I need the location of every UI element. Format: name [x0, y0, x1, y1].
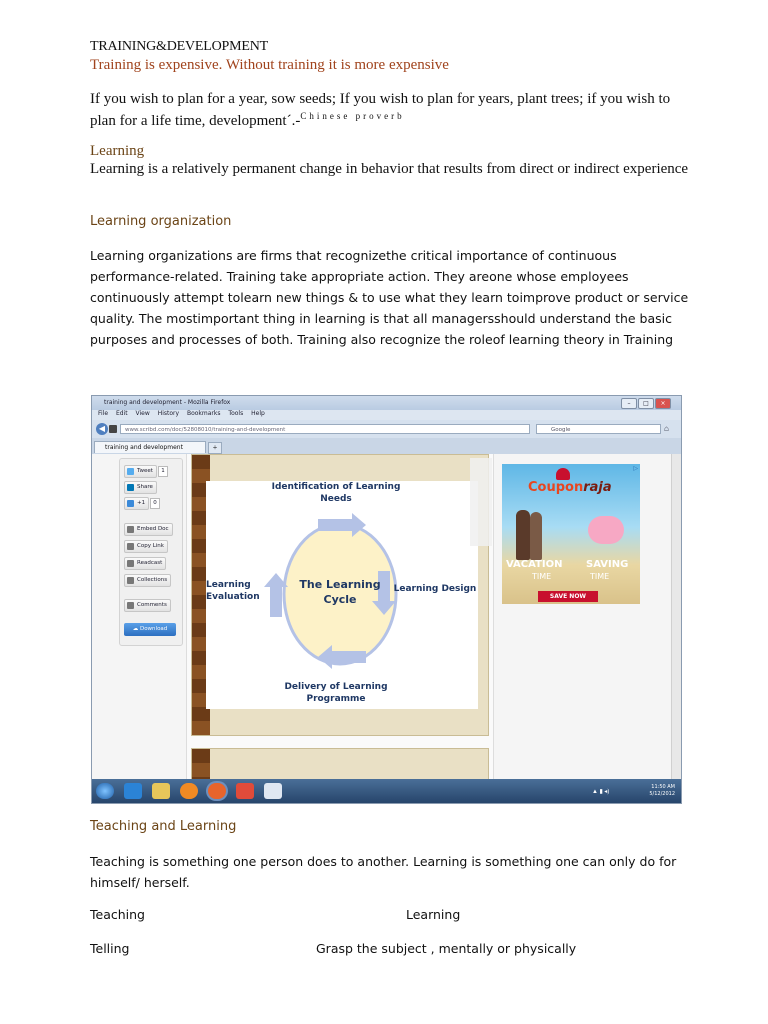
- embed-icon: [127, 526, 134, 533]
- table-cell-learning: Grasp the subject , mentally or physically: [316, 941, 577, 956]
- new-tab-icon[interactable]: +: [208, 442, 222, 454]
- coupon-advertisement[interactable]: [502, 464, 640, 604]
- ad-saving-sub: TIME: [590, 572, 610, 581]
- learning-org-heading: Learning organization: [90, 214, 232, 229]
- close-icon[interactable]: ×: [655, 398, 671, 409]
- page-scroll-overlay[interactable]: [470, 458, 492, 546]
- readcast-label: Readcast: [137, 560, 163, 566]
- learning-cycle-diagram: [206, 481, 478, 709]
- comments-icon: [127, 602, 134, 609]
- windows-taskbar: [92, 779, 681, 803]
- linkedin-share-button[interactable]: [124, 481, 157, 494]
- quote-text: If you wish to plan for a year, sow seeds; If you wish to plan for years, plant trees; if you wish to plan for a life time, development´.-: [90, 91, 671, 129]
- linkedin-label: Share: [137, 484, 153, 490]
- tweet-count: 1: [158, 466, 168, 477]
- piggy-bank-icon: [588, 516, 624, 544]
- cycle-label-right: Learning Design: [393, 584, 477, 594]
- document-reader: [186, 454, 494, 779]
- plus-one-count: 0: [150, 498, 160, 509]
- ad-saving-text: SAVING: [586, 559, 629, 570]
- ad-vacation-text: VACATION: [506, 559, 563, 570]
- ad-logo: [528, 480, 612, 495]
- minimize-icon[interactable]: –: [621, 398, 637, 409]
- maximize-icon[interactable]: □: [638, 398, 654, 409]
- internet-explorer-icon[interactable]: [124, 783, 142, 799]
- learning-definition: Learning is a relatively permanent change in behavior that results from direct or indirect experience: [90, 161, 689, 177]
- document-page-1: [191, 454, 489, 736]
- teaching-paragraph: Teaching is something one person does to another. Learning is something one can only do for himself/ herself.: [90, 854, 677, 890]
- tweet-button[interactable]: [124, 465, 157, 478]
- table-header-teaching: Teaching: [90, 907, 145, 922]
- plus-one-button[interactable]: [124, 497, 149, 510]
- taskbar-clock[interactable]: [649, 784, 675, 798]
- plus-one-label: +1: [137, 500, 146, 506]
- doc-subtitle: Training is expensive. Without training it is more expensive: [90, 57, 449, 73]
- search-input[interactable]: Google: [536, 424, 661, 434]
- learning-org-paragraph: Learning organizations are firms that recognizethe critical importance of continuous performance-related. Training take appropriate action. They areone whose employees continuously attempt tolearn new things & to use what they learn toimprove product or service quality. The mostimportant thing in learning is that all managersshould understand the basic purposes and processes of both. Training also recognize the roleof learning theory in Training: [90, 248, 689, 347]
- menu-bookmarks[interactable]: Bookmarks: [186, 410, 221, 417]
- menu-file[interactable]: File: [98, 410, 109, 417]
- media-player-icon[interactable]: [180, 783, 198, 799]
- cycle-label-top: Identification of Learning Needs: [271, 482, 401, 504]
- ad-brand-b: raja: [583, 480, 612, 495]
- tray-icons[interactable]: ▲ ▮ ◂): [592, 789, 610, 795]
- menu-view[interactable]: View: [135, 410, 150, 417]
- menu-help[interactable]: Help: [251, 410, 265, 417]
- quote-paragraph: [90, 91, 690, 130]
- plus-one-icon: [127, 500, 134, 507]
- tweet-label: Tweet: [137, 468, 153, 474]
- cycle-label-left: Learning Evaluation: [206, 580, 260, 602]
- table-cell-teaching: Telling: [90, 941, 130, 956]
- collections-label: Collections: [137, 577, 168, 583]
- browser-tab-strip: [92, 438, 681, 454]
- collections-icon: [127, 577, 134, 584]
- folder-icon[interactable]: [152, 783, 170, 799]
- couple-figure-icon: [516, 510, 530, 560]
- quote-attribution: Chinese proverb: [300, 111, 405, 121]
- back-icon[interactable]: ◀: [96, 423, 108, 435]
- browser-tab[interactable]: training and development: [94, 441, 206, 453]
- browser-menu-bar: [92, 410, 681, 420]
- ad-save-now-button[interactable]: SAVE NOW: [538, 591, 598, 602]
- download-label: Download: [139, 626, 168, 632]
- firefox-icon[interactable]: [208, 783, 226, 799]
- copy-link-button[interactable]: [124, 540, 168, 553]
- link-icon: [127, 543, 134, 550]
- doc-title: TRAINING&DEVELOPMENT: [90, 39, 268, 54]
- learning-heading: Learning: [90, 143, 145, 159]
- browser-window-title: training and development - Mozilla Firefox: [104, 399, 231, 406]
- browser-nav-bar: [92, 420, 681, 438]
- embed-doc-button[interactable]: [124, 523, 173, 536]
- readcast-button[interactable]: [124, 557, 166, 570]
- table-header-learning: Learning: [406, 907, 461, 922]
- ad-vacation-sub: TIME: [532, 572, 552, 581]
- twitter-icon: [127, 468, 134, 475]
- copy-link-label: Copy Link: [137, 543, 164, 549]
- teaching-heading: Teaching and Learning: [90, 819, 237, 834]
- menu-edit[interactable]: Edit: [115, 410, 128, 417]
- embed-label: Embed Doc: [137, 526, 169, 532]
- ad-brand-a: Coupon: [528, 480, 584, 495]
- site-favicon-icon: [109, 425, 117, 433]
- readcast-icon: [127, 560, 134, 567]
- ad-choices-icon[interactable]: ▷: [633, 466, 638, 472]
- office-app-icon[interactable]: [236, 783, 254, 799]
- browser-page: [92, 454, 681, 779]
- browser-title-bar: [92, 396, 681, 410]
- menu-tools[interactable]: Tools: [228, 410, 244, 417]
- couple-figure-icon-2: [530, 512, 542, 560]
- cloud-icon: ☁: [132, 626, 140, 632]
- download-button[interactable]: [124, 623, 176, 636]
- clock-time: 11:50 AM: [651, 784, 675, 790]
- document-app-icon[interactable]: [264, 783, 282, 799]
- home-icon[interactable]: ⌂: [664, 424, 669, 433]
- crown-icon: [556, 468, 570, 480]
- embedded-screenshot: [91, 395, 682, 804]
- menu-history[interactable]: History: [157, 410, 180, 417]
- cycle-label-bottom: Delivery of Learning Programme: [284, 682, 388, 704]
- linkedin-icon: [127, 484, 134, 491]
- clock-date: 5/12/2012: [649, 791, 675, 797]
- cycle-center-title: The Learning Cycle: [299, 578, 381, 606]
- start-button-icon[interactable]: [96, 783, 114, 799]
- collections-button[interactable]: [124, 574, 171, 587]
- url-input[interactable]: www.scribd.com/doc/52808010/training-and-development: [120, 424, 530, 434]
- share-panel: [119, 458, 183, 646]
- comments-button[interactable]: [124, 599, 171, 612]
- comments-label: Comments: [137, 602, 167, 608]
- vertical-scrollbar[interactable]: [671, 454, 681, 779]
